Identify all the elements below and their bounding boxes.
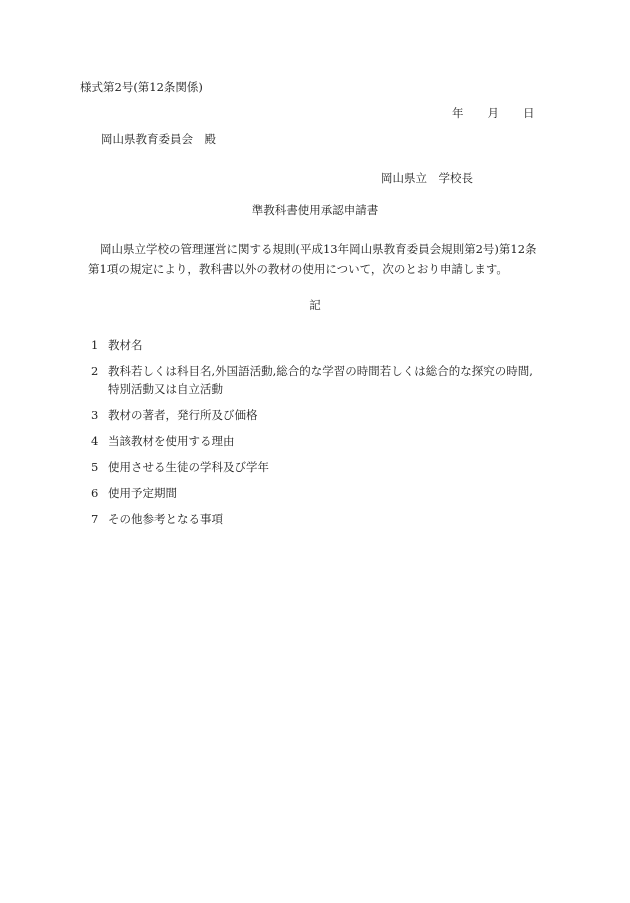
item-number: 7 — [91, 512, 99, 526]
list-item — [91, 484, 561, 502]
ki-heading: 記 — [309, 298, 321, 312]
item-text: 使用させる生徒の学科及び学年 — [108, 460, 269, 474]
item-text: 教材名 — [108, 338, 143, 352]
date-line — [452, 107, 535, 121]
body-line-2: 第1項の規定により，教科書以外の教材の使用について，次のとおり申請します。 — [88, 262, 508, 276]
item-text: その他参考となる事項 — [108, 512, 223, 526]
item-text: 使用予定期間 — [108, 486, 177, 500]
body-paragraph — [88, 239, 548, 279]
item-text: 教材の著者，発行所及び価格 — [108, 408, 258, 422]
list-item — [91, 458, 561, 476]
sender: 岡山県立 学校長 — [381, 171, 473, 185]
date-month-label: 月 — [487, 106, 499, 120]
list-item — [91, 362, 561, 398]
item-number: 3 — [91, 408, 99, 422]
item-number: 1 — [91, 338, 99, 352]
date-day-label: 日 — [523, 106, 535, 120]
list-item — [91, 432, 561, 450]
item-text-line-2: 特別活動又は自立活動 — [108, 382, 223, 396]
item-list — [91, 336, 561, 536]
item-text: 当該教材を使用する理由 — [108, 434, 235, 448]
item-number: 4 — [91, 434, 99, 448]
date-year-label: 年 — [452, 106, 464, 120]
item-text-line-1: 教科若しくは科目名,外国語活動,総合的な学習の時間若しくは総合的な探究の時間, — [108, 364, 533, 378]
item-number: 2 — [91, 364, 99, 378]
item-text — [108, 362, 561, 398]
addressee: 岡山県教育委員会 殿 — [101, 132, 216, 146]
form-number: 様式第2号(第12条関係) — [80, 80, 203, 94]
list-item — [91, 510, 561, 528]
body-line-1: 岡山県立学校の管理運営に関する規則(平成13年岡山県教育委員会規則第2号)第12条 — [100, 242, 537, 256]
list-item — [91, 406, 561, 424]
document-title: 準教科書使用承認申請書 — [251, 203, 379, 217]
list-item — [91, 336, 561, 354]
item-number: 6 — [91, 486, 99, 500]
item-number: 5 — [91, 460, 99, 474]
